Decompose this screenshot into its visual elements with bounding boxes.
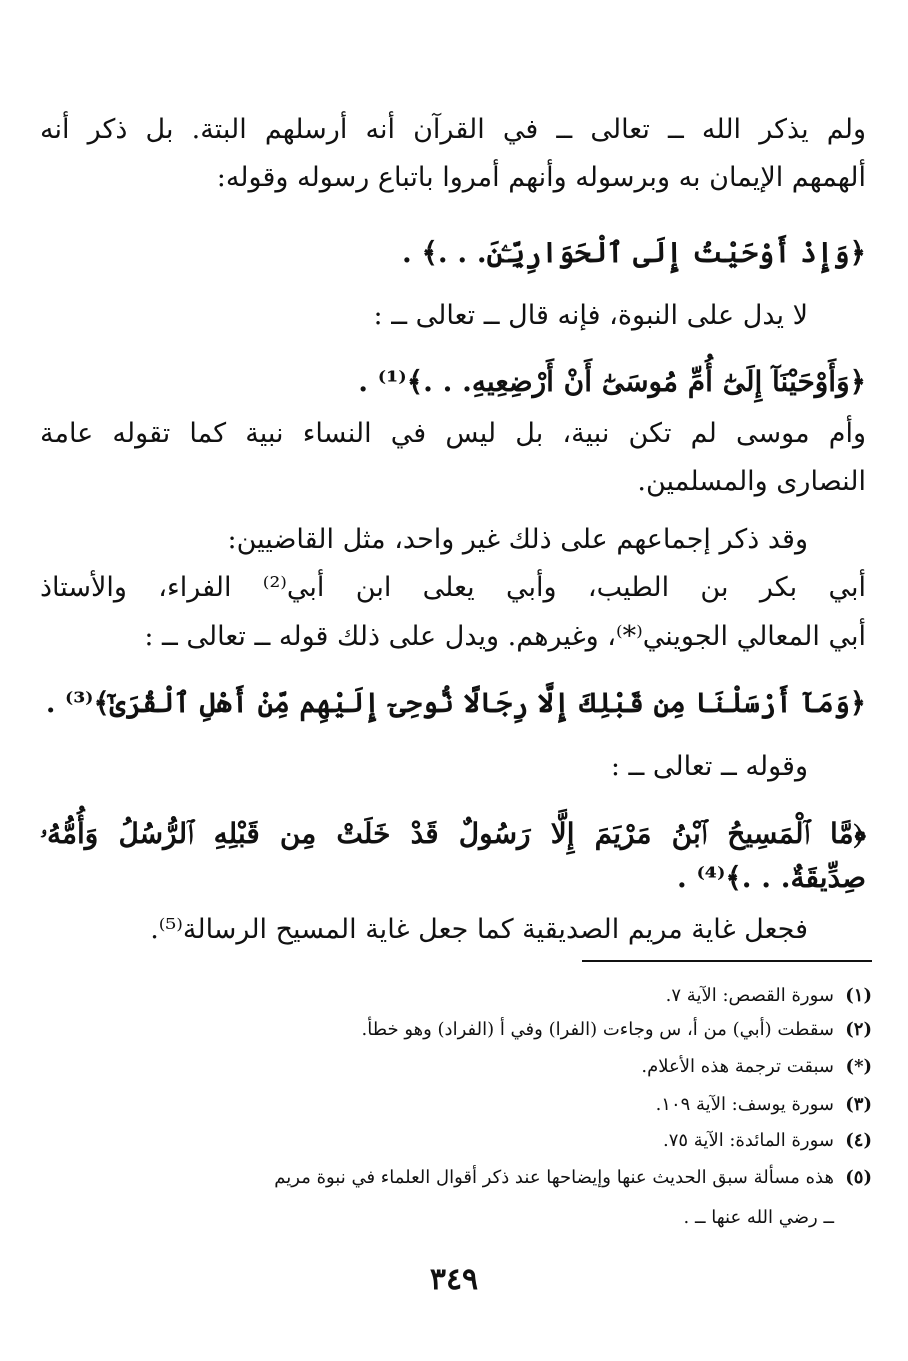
footnote-2 (36, 1016, 872, 1044)
body-line-10: فجعل غاية مريم الصديقية كما جعل غاية المسيح الرسالة⁽⁵⁾. (150, 914, 808, 945)
footnote-text: هذه مسألة سبق الحديث عنها وإيضاحها عند ذكر أقوال العلماء في نبوة مريم (274, 1167, 834, 1188)
quran-verse-3: ﴿وَمَآ أَرْسَلْنَا مِن قَبْلِكَ إِلَّا رِجَالًا نُّوحِىٓ إِلَيْهِم مِّنْ أَهْلِ ٱلْقُرَىٰٓ﴾⁽³⁾ . (45, 687, 866, 719)
footnote-number: (٤) (845, 1130, 872, 1151)
footnote-number: (٢) (845, 1019, 872, 1040)
footnote-number: (٥) (845, 1167, 872, 1188)
footnote-number: (*) (845, 1056, 872, 1077)
body-line-5: النصارى والمسلمين. (637, 466, 866, 497)
footnote-star (36, 1053, 872, 1081)
body-line-3: لا يدل على النبوة، فإنه قال ــ تعالى ــ : (373, 300, 808, 331)
body-line-6: وقد ذكر إجماعهم على ذلك غير واحد، مثل القاضيين: (227, 524, 808, 555)
footnote-number: (٣) (845, 1094, 872, 1115)
quran-verse-4-part-1: ﴿مَّا ٱلْمَسِيحُ ٱبْنُ مَرْيَمَ إِلَّا رَسُولٌ قَدْ خَلَتْ مِن قَبْلِهِ ٱلرُّسُلُ وَأُمُّهُۥ (40, 817, 866, 850)
footnote-text: سورة المائدة: الآية ٧٥. (662, 1130, 834, 1151)
footnote-text: سقطت (أبي) من أ، س وجاءت (الفرا) وفي أ (الفراد) وهو خطأ. (361, 1019, 834, 1040)
footnote-5 (36, 1164, 872, 1192)
body-line-9: وقوله ــ تعالى ــ : (610, 751, 808, 782)
footnote-5-continuation: ــ رضي الله عنها ــ . (683, 1207, 834, 1228)
footnote-4 (36, 1127, 872, 1155)
body-line-4: وأم موسى لم تكن نبية، بل ليس في النساء نبية كما تقوله عامة (40, 418, 866, 449)
quran-verse-1: ﴿وَإِذْ أَوْحَيْتُ إِلَى ٱلْحَوَارِيِّـۧنَ. . .﴾ . (401, 236, 866, 269)
footnote-3 (36, 1091, 872, 1119)
footnote-text: سبقت ترجمة هذه الأعلام. (641, 1056, 834, 1077)
footnote-text: سورة القصص: الآية ٧. (665, 985, 834, 1006)
body-line-8: أبي المعالي الجويني⁽*⁾، وغيرهم. ويدل على ذلك قوله ــ تعالى ــ : (144, 621, 866, 652)
page-number: ٣٤٩ (429, 1262, 479, 1297)
footnote-text: سورة يوسف: الآية ١٠٩. (655, 1094, 834, 1115)
footnote-separator (582, 960, 872, 962)
body-line-1: ولم يذكر الله ــ تعالى ــ في القرآن أنه أرسلهم البتة. بل ذكر أنه (40, 114, 866, 145)
body-line-2: ألهمهم الإيمان به وبرسوله وأنهم أمروا باتباع رسوله وقوله: (216, 162, 866, 193)
quran-verse-2: ﴿وَأَوْحَيْنَآ إِلَىٰٓ أُمِّ مُوسَىٰٓ أَنْ أَرْضِعِيهِ. . .﴾⁽¹⁾ . (358, 365, 866, 398)
footnote-number: (١) (845, 985, 872, 1006)
quran-verse-4-part-2: صِدِّيقَةٌ. . .﴾⁽⁴⁾ . (676, 861, 866, 894)
footnote-1 (36, 982, 872, 1010)
body-line-7: أبي بكر بن الطيب، وأبي يعلى ابن أبي⁽²⁾ الفراء، والأستاذ (40, 572, 866, 603)
